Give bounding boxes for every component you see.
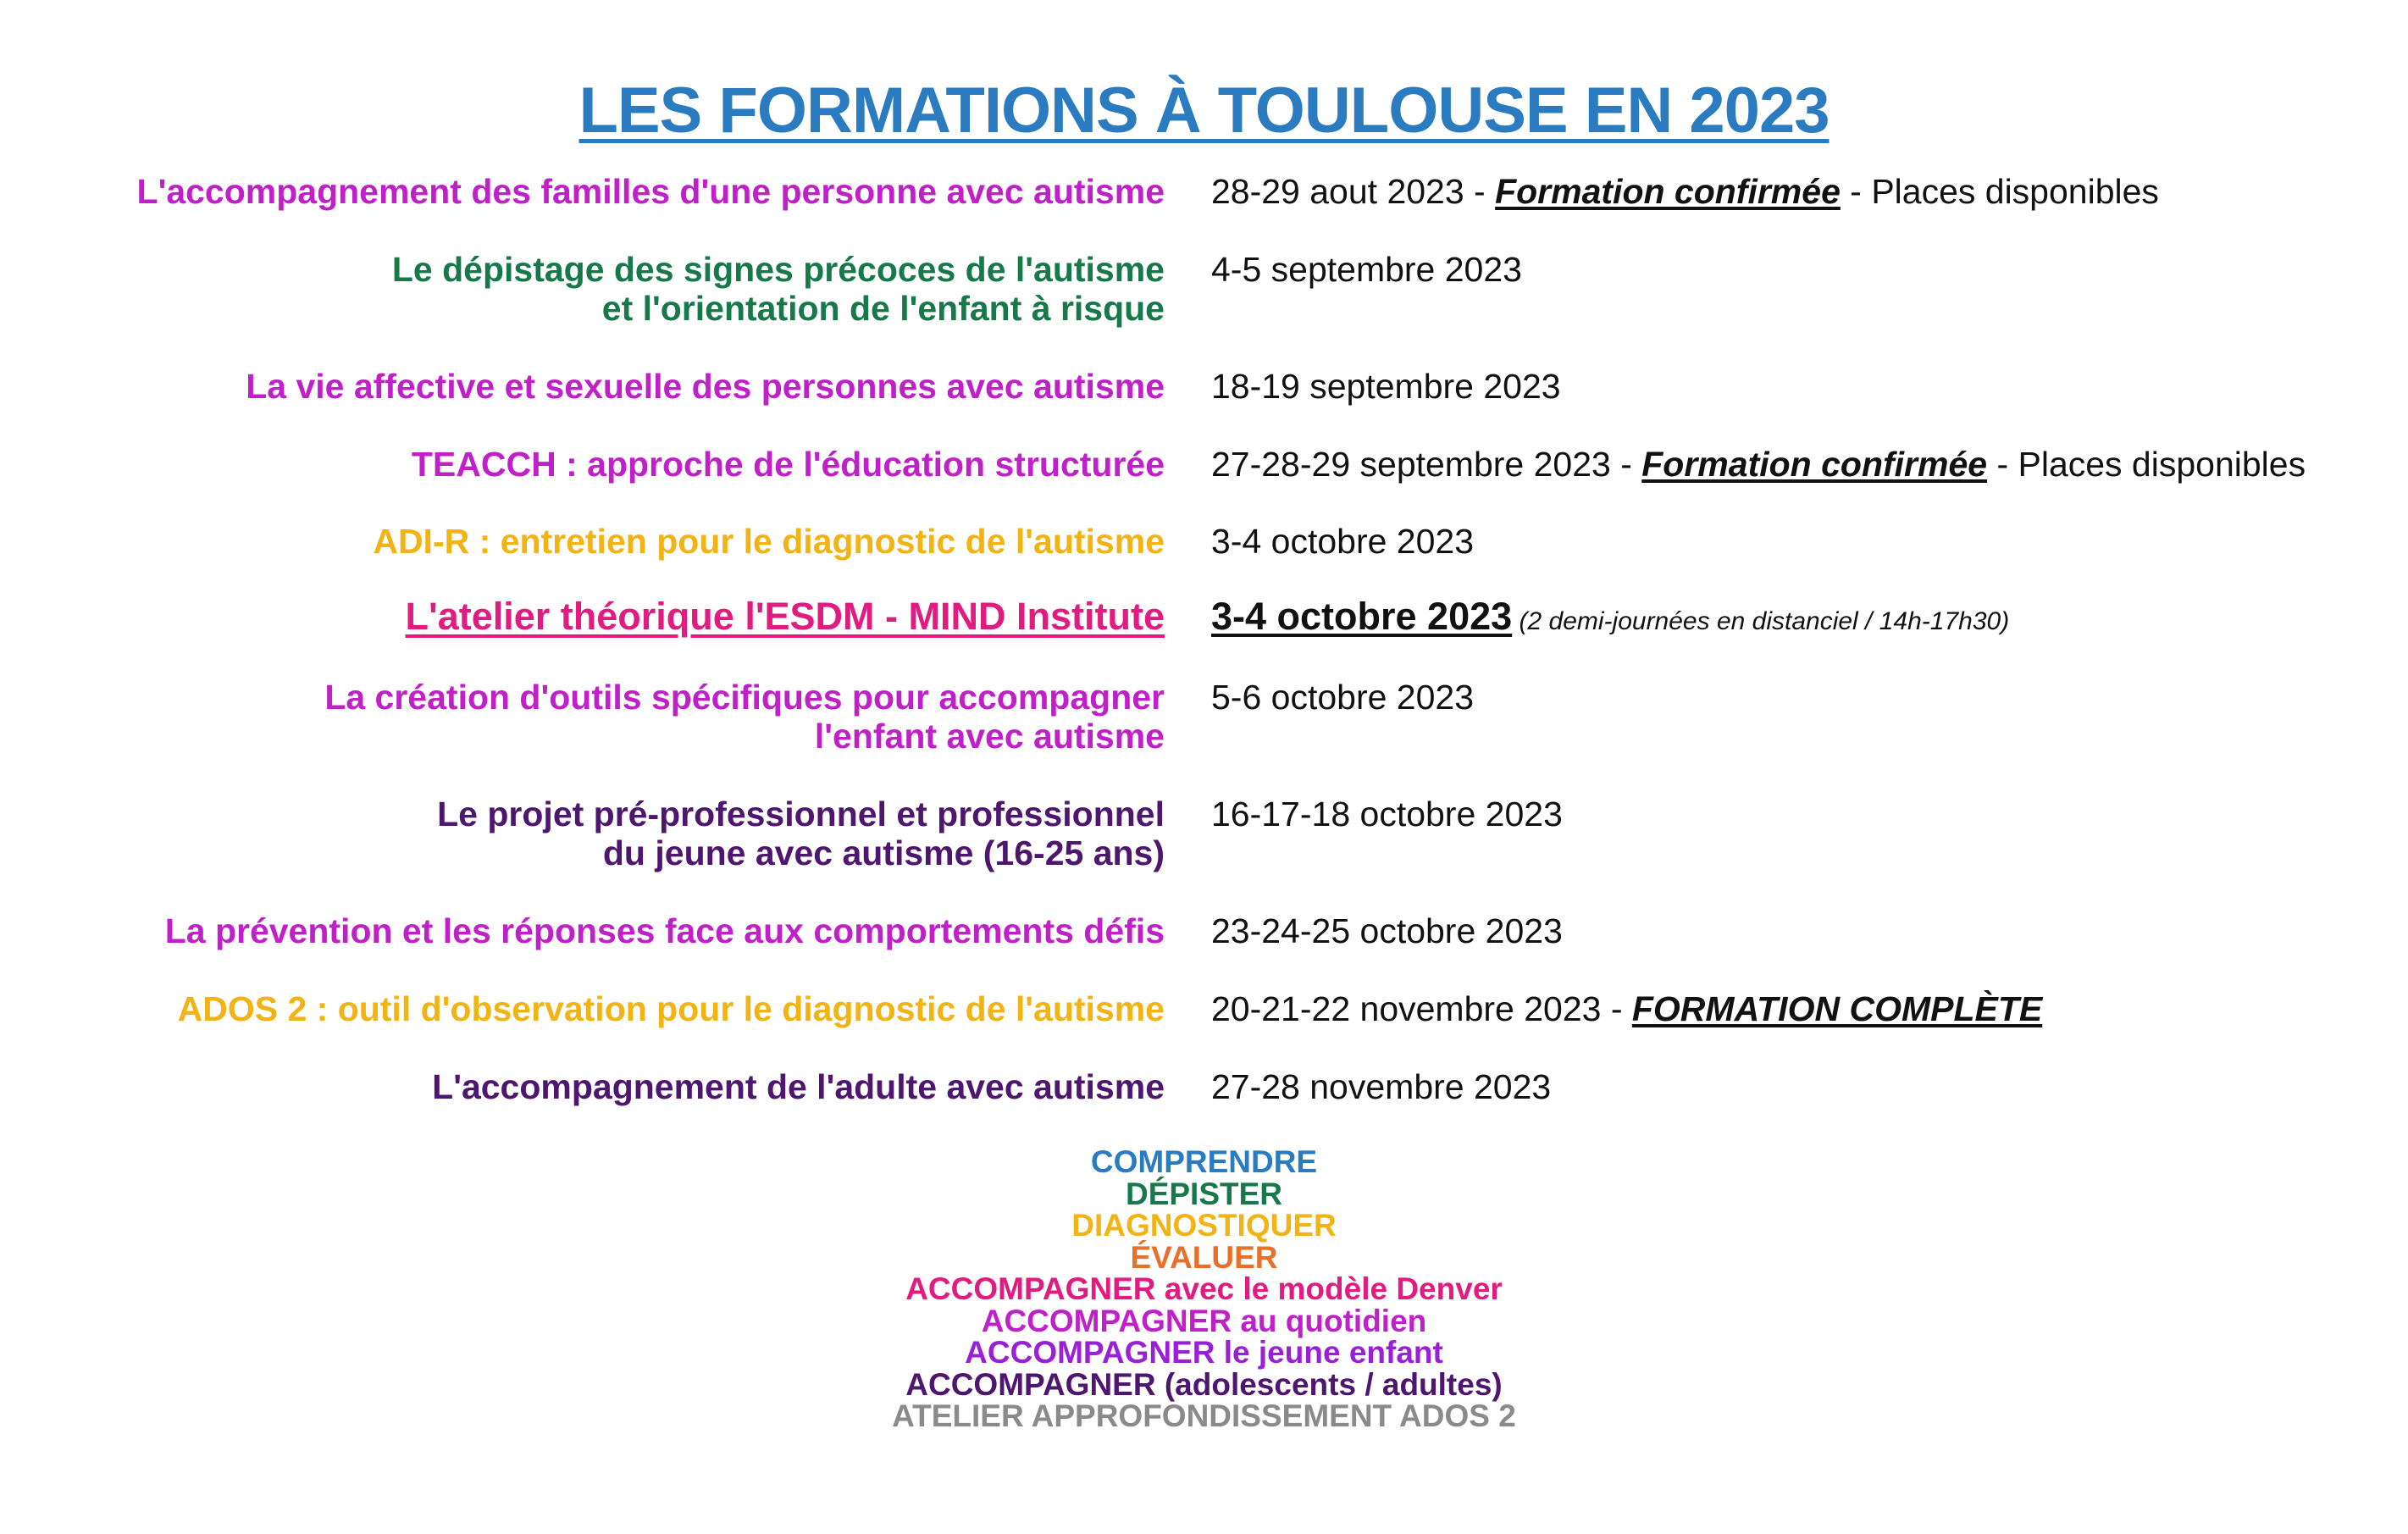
course-title-line: La création d'outils spécifiques pour accompagner: [324, 678, 1165, 717]
course-title: [64, 678, 1165, 756]
separator: -: [1464, 172, 1496, 211]
course-dates: 23-24-25 octobre 2023: [1211, 911, 1563, 950]
course-title-line: L'accompagnement de l'adulte avec autisme: [432, 1067, 1165, 1106]
course-session: [1211, 1067, 2397, 1106]
course-dates: 20-21-22 novembre 2023: [1211, 989, 1602, 1028]
legend-item: DIAGNOSTIQUER: [1071, 1208, 1337, 1243]
course-session: [1211, 911, 2397, 950]
course-dates: 4-5 septembre 2023: [1211, 250, 1522, 289]
course-title: [64, 795, 1165, 872]
course-dates: 27-28-29 septembre 2023: [1211, 445, 1611, 484]
course-dates: 3-4 octobre 2023: [1211, 595, 1513, 638]
course-session: [1211, 678, 2397, 717]
course-title-line: Le dépistage des signes précoces de l'autisme: [391, 250, 1165, 289]
availability-text: Places disponibles: [2018, 445, 2306, 484]
course-session: [1211, 989, 2397, 1028]
course-title-line: La prévention et les réponses face aux comportements défis: [164, 911, 1165, 950]
session-note: (2 demi-journées en distanciel / 14h-17h30): [1512, 607, 2010, 635]
course-title: [64, 445, 1165, 484]
course-session: [1211, 250, 2397, 289]
course-title: [64, 250, 1165, 328]
availability-text: Places disponibles: [1871, 172, 2159, 211]
legend-item: ACCOMPAGNER au quotidien: [981, 1303, 1427, 1338]
course-title-line: ADOS 2 : outil d'observation pour le diagnostic de l'autisme: [177, 989, 1165, 1028]
course-session: [1211, 795, 2397, 833]
course-title-line: l'enfant avec autisme: [814, 717, 1165, 756]
separator: -: [1987, 445, 2018, 484]
course-title-line: La vie affective et sexuelle des personnes avec autisme: [246, 367, 1165, 406]
course-dates: 3-4 octobre 2023: [1211, 522, 1475, 561]
legend-item: ATELIER APPROFONDISSEMENT ADOS 2: [892, 1398, 1516, 1433]
separator: -: [1610, 445, 1642, 484]
status-link[interactable]: Formation confirmée: [1495, 172, 1841, 211]
course-title-line: du jeune avec autisme (16-25 ans): [602, 833, 1165, 872]
course-title-link[interactable]: [64, 597, 1165, 636]
course-session: [1211, 522, 2397, 561]
course-dates: 5-6 octobre 2023: [1211, 678, 1475, 717]
separator: -: [1601, 989, 1632, 1028]
course-title-line: L'atelier théorique l'ESDM - MIND Institute: [405, 595, 1165, 638]
legend-item: ACCOMPAGNER (adolescents / adultes): [905, 1366, 1503, 1402]
course-session: [1211, 367, 2397, 406]
course-dates: 18-19 septembre 2023: [1211, 367, 1561, 406]
course-title-line: et l'orientation de l'enfant à risque: [601, 289, 1165, 328]
course-dates: 28-29 aout 2023: [1211, 172, 1464, 211]
course-title: [64, 1067, 1165, 1106]
course-session: [1211, 597, 2397, 641]
course-title: [64, 367, 1165, 406]
course-dates: 16-17-18 octobre 2023: [1211, 795, 1563, 833]
course-title-line: Le projet pré-professionnel et professionnel: [437, 795, 1165, 833]
course-title-line: ADI-R : entretien pour le diagnostic de l'autisme: [373, 522, 1165, 561]
legend-item: ACCOMPAGNER le jeune enfant: [965, 1335, 1443, 1370]
course-session: [1211, 172, 2397, 211]
course-title-line: TEACCH : approche de l'éducation structurée: [411, 445, 1165, 484]
course-dates: 27-28 novembre 2023: [1211, 1067, 1552, 1106]
course-title: [64, 522, 1165, 561]
course-title: [64, 172, 1165, 211]
legend-item: COMPRENDRE: [1090, 1144, 1318, 1179]
course-session: [1211, 445, 2397, 484]
course-title: [64, 989, 1165, 1028]
page-title: LES FORMATIONS À TOULOUSE EN 2023: [578, 74, 1830, 147]
course-title: [64, 911, 1165, 950]
course-title-line: L'accompagnement des familles d'une personne avec autisme: [136, 172, 1165, 211]
status-link[interactable]: Formation confirmée: [1641, 445, 1988, 484]
category-legend: [0, 1146, 2408, 1432]
separator: -: [1840, 172, 1872, 211]
status-link[interactable]: FORMATION COMPLÈTE: [1631, 989, 2043, 1028]
legend-item: DÉPISTER: [1125, 1176, 1283, 1211]
legend-item: ÉVALUER: [1130, 1239, 1278, 1275]
legend-item: ACCOMPAGNER avec le modèle Denver: [905, 1271, 1503, 1306]
